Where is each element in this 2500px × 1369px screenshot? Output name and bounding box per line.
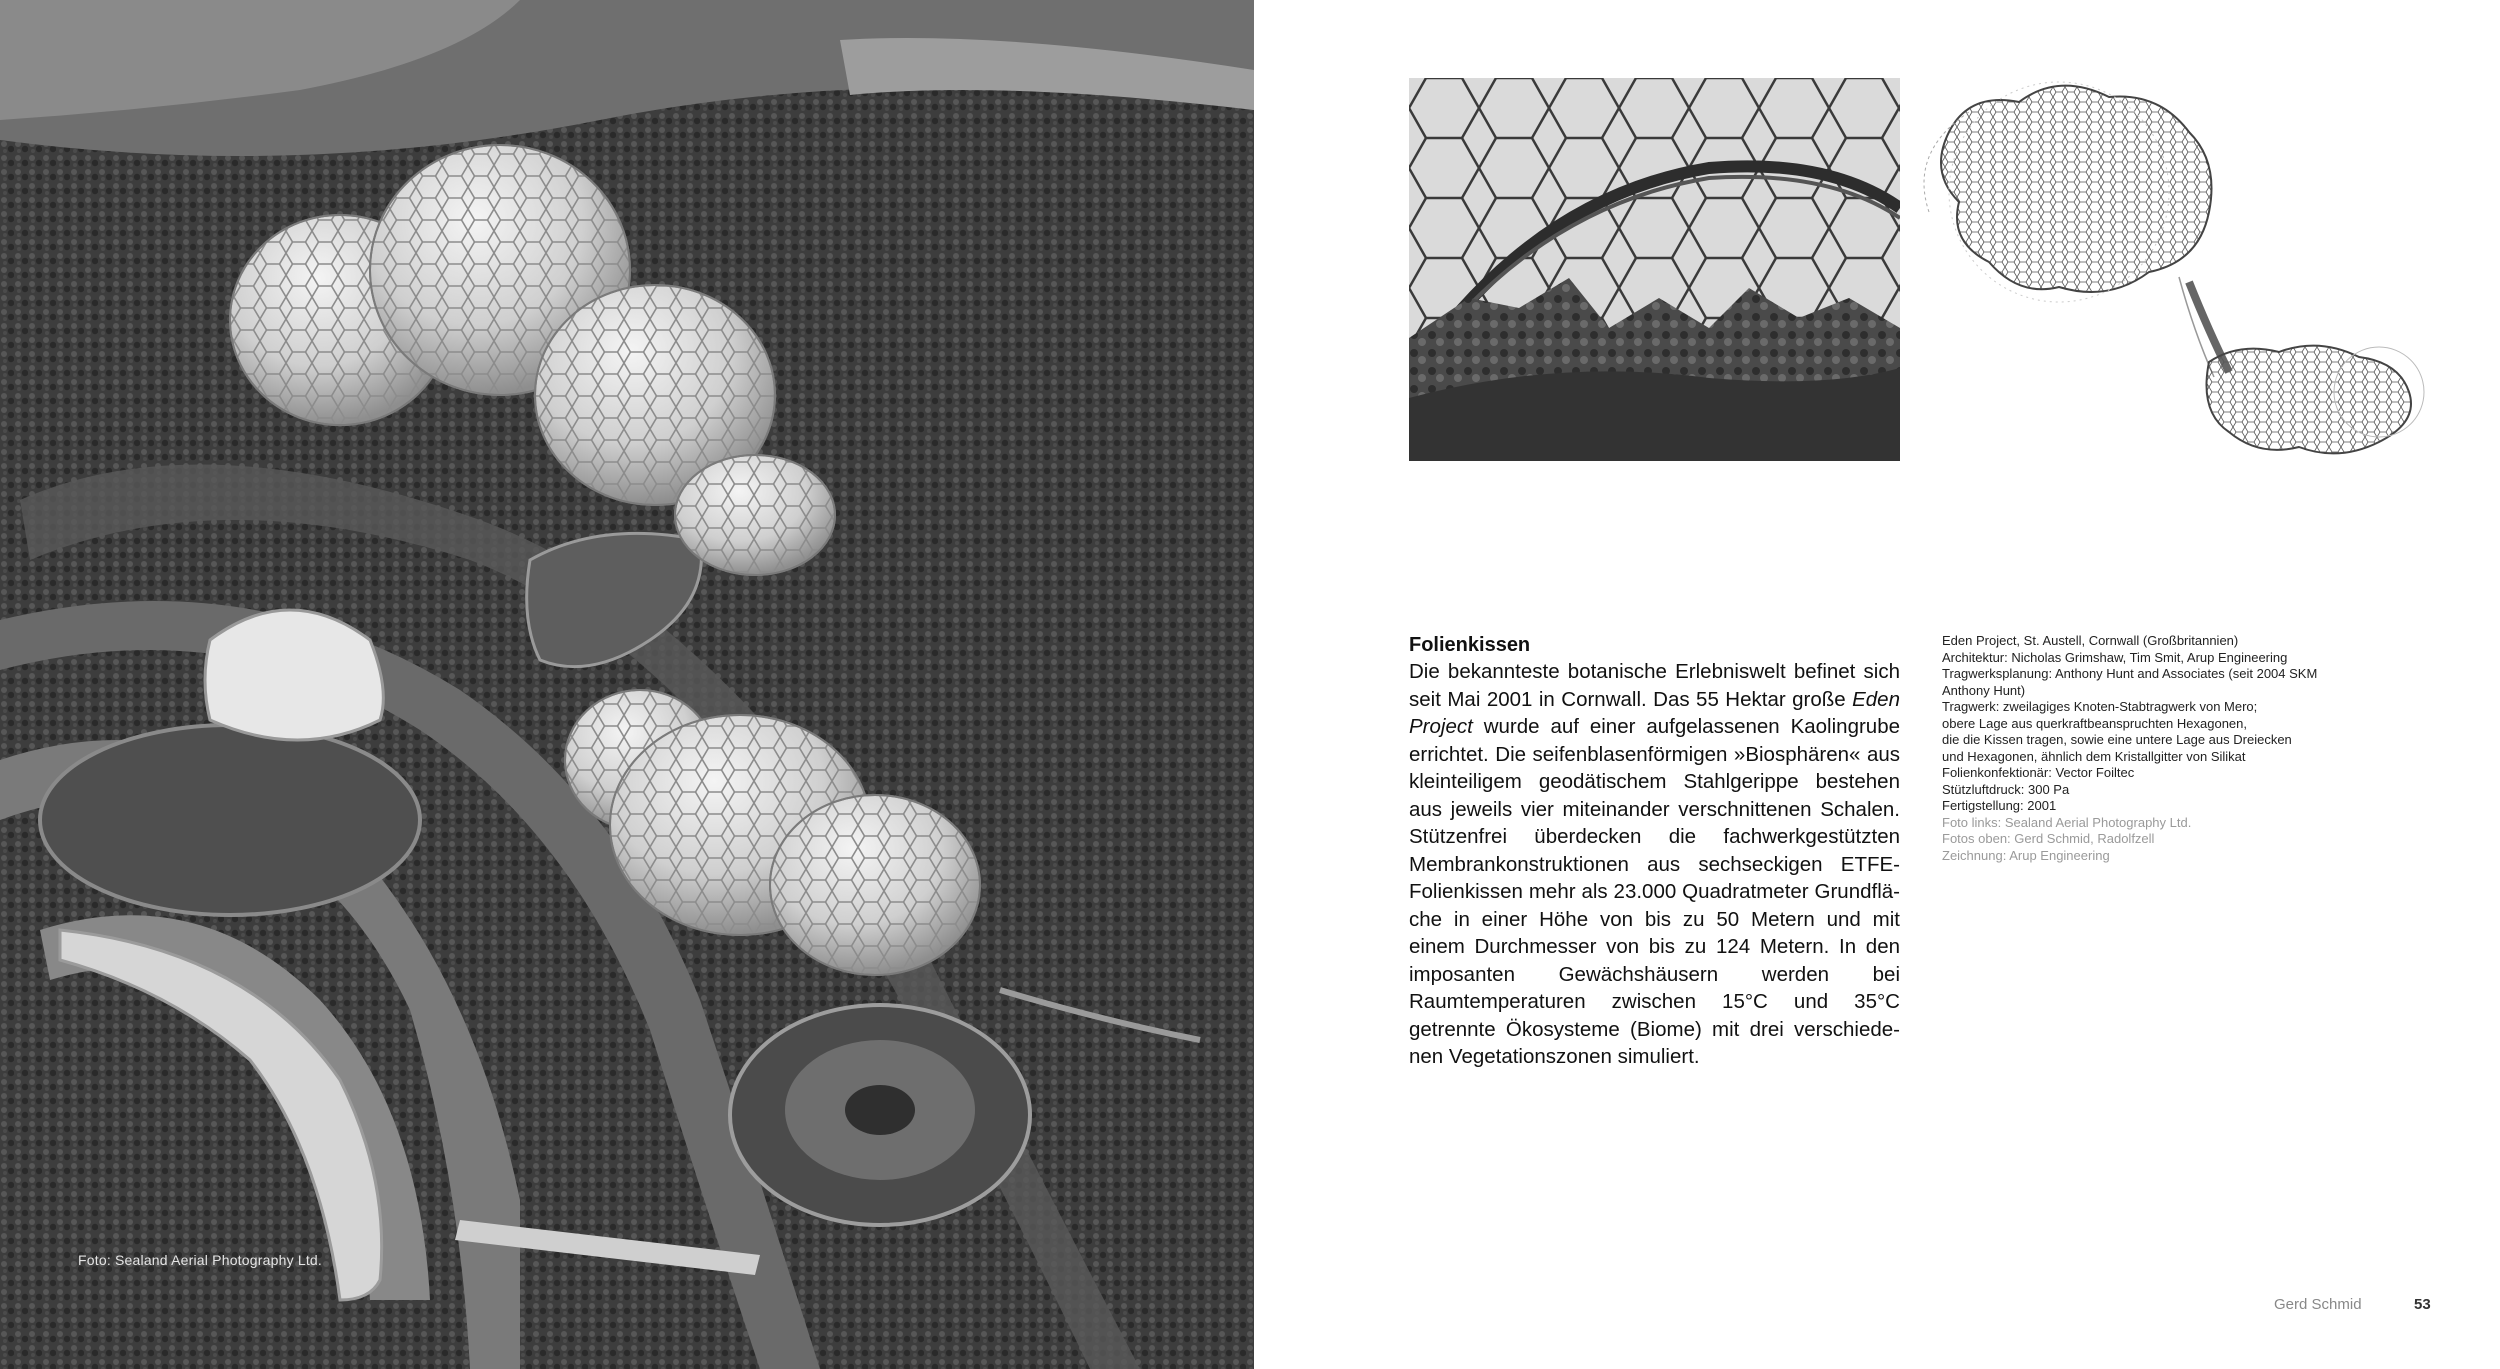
caption-project: Eden Project, St. Austell, Cornwall (Großbritannien) (1942, 633, 2239, 648)
article-body-part2: wurde auf einer aufgelassenen Kaolingrube errichtet. Die seifenblasenförmigen »Biosphären« aus kleinteiligem geodätischem Stahlgerippe bestehen aus jeweils vier miteinander verschnittenen Schalen. Stützenfrei überdecken die fachwerkgestützten Membrankonstruktionen aus sechseckigen ETFE-Folienkissen mehr als 23.000 Quadratmeter Grundfläche in einer Höhe von bis zu 50 Metern und mit einem Durchmesser von bis zu 124 Metern. In den imposanten Gewächshäusern werden bei Raumtemperaturen zwischen 15°C und 35°C getrennte Ökosysteme (Biome) mit drei verschiedenen Vegetationszonen simuliert. (1409, 715, 1900, 1068)
caption-credit-drawing: Zeichnung: Arup Engineering (1942, 847, 2110, 863)
caption-fabricator: Folienkonfektionär: Vector Foiltec (1942, 765, 2135, 780)
caption-planning: Tragwerksplanung: Anthony Hunt and Associates (seit 2004 SKM (1942, 666, 2318, 681)
caption-completion: Fertigstellung: 2001 (1942, 798, 2057, 813)
article-body (1409, 658, 1900, 1071)
footer-author: Gerd Schmid (2274, 1296, 2362, 1313)
caption-credit-top: Fotos oben: Gerd Schmid, Radolfzell (1942, 831, 2155, 846)
caption-credit-left: Foto links: Sealand Aerial Photography Ltd. (1942, 814, 2192, 830)
caption-pressure: Stützluftdruck: 300 Pa (1942, 781, 2070, 797)
captions (1942, 633, 2382, 864)
article (1409, 632, 1900, 1071)
article-body-part1: Die bekannteste botanische Erlebniswelt befinet sich seit Mai 2001 in Cornwall. Das 55 Hektar große (1409, 660, 1900, 711)
site-plan-illustration (1909, 72, 2445, 482)
caption-structure-1: Tragwerk: zweilagiges Knoten-Stabtragwerk von Mero; (1942, 699, 2258, 714)
page-number: 53 (2414, 1296, 2431, 1313)
right-page (1254, 0, 2500, 1369)
site-plan-drawing (1909, 72, 2445, 482)
interior-photo-illustration (1409, 78, 1900, 461)
article-heading: Folienkissen (1409, 634, 1531, 656)
article-body-italic: Eden Project (1409, 687, 1900, 738)
caption-architecture: Architektur: Nicholas Grimshaw, Tim Smit, Arup Engineering (1942, 649, 2288, 665)
interior-photo (1409, 78, 1900, 461)
caption-structure-2: obere Lage aus querkraftbeanspruchten Hexagonen, (1942, 715, 2247, 731)
caption-structure-4: und Hexagonen, ähnlich dem Kristallgitter von Silikat (1942, 748, 2246, 764)
caption-planning-cont: Anthony Hunt) (1942, 682, 2026, 698)
caption-structure-3: die die Kissen tragen, sowie eine untere Lage aus Dreiecken (1942, 732, 2292, 747)
left-photo-credit: Foto: Sealand Aerial Photography Ltd. (78, 1252, 323, 1268)
